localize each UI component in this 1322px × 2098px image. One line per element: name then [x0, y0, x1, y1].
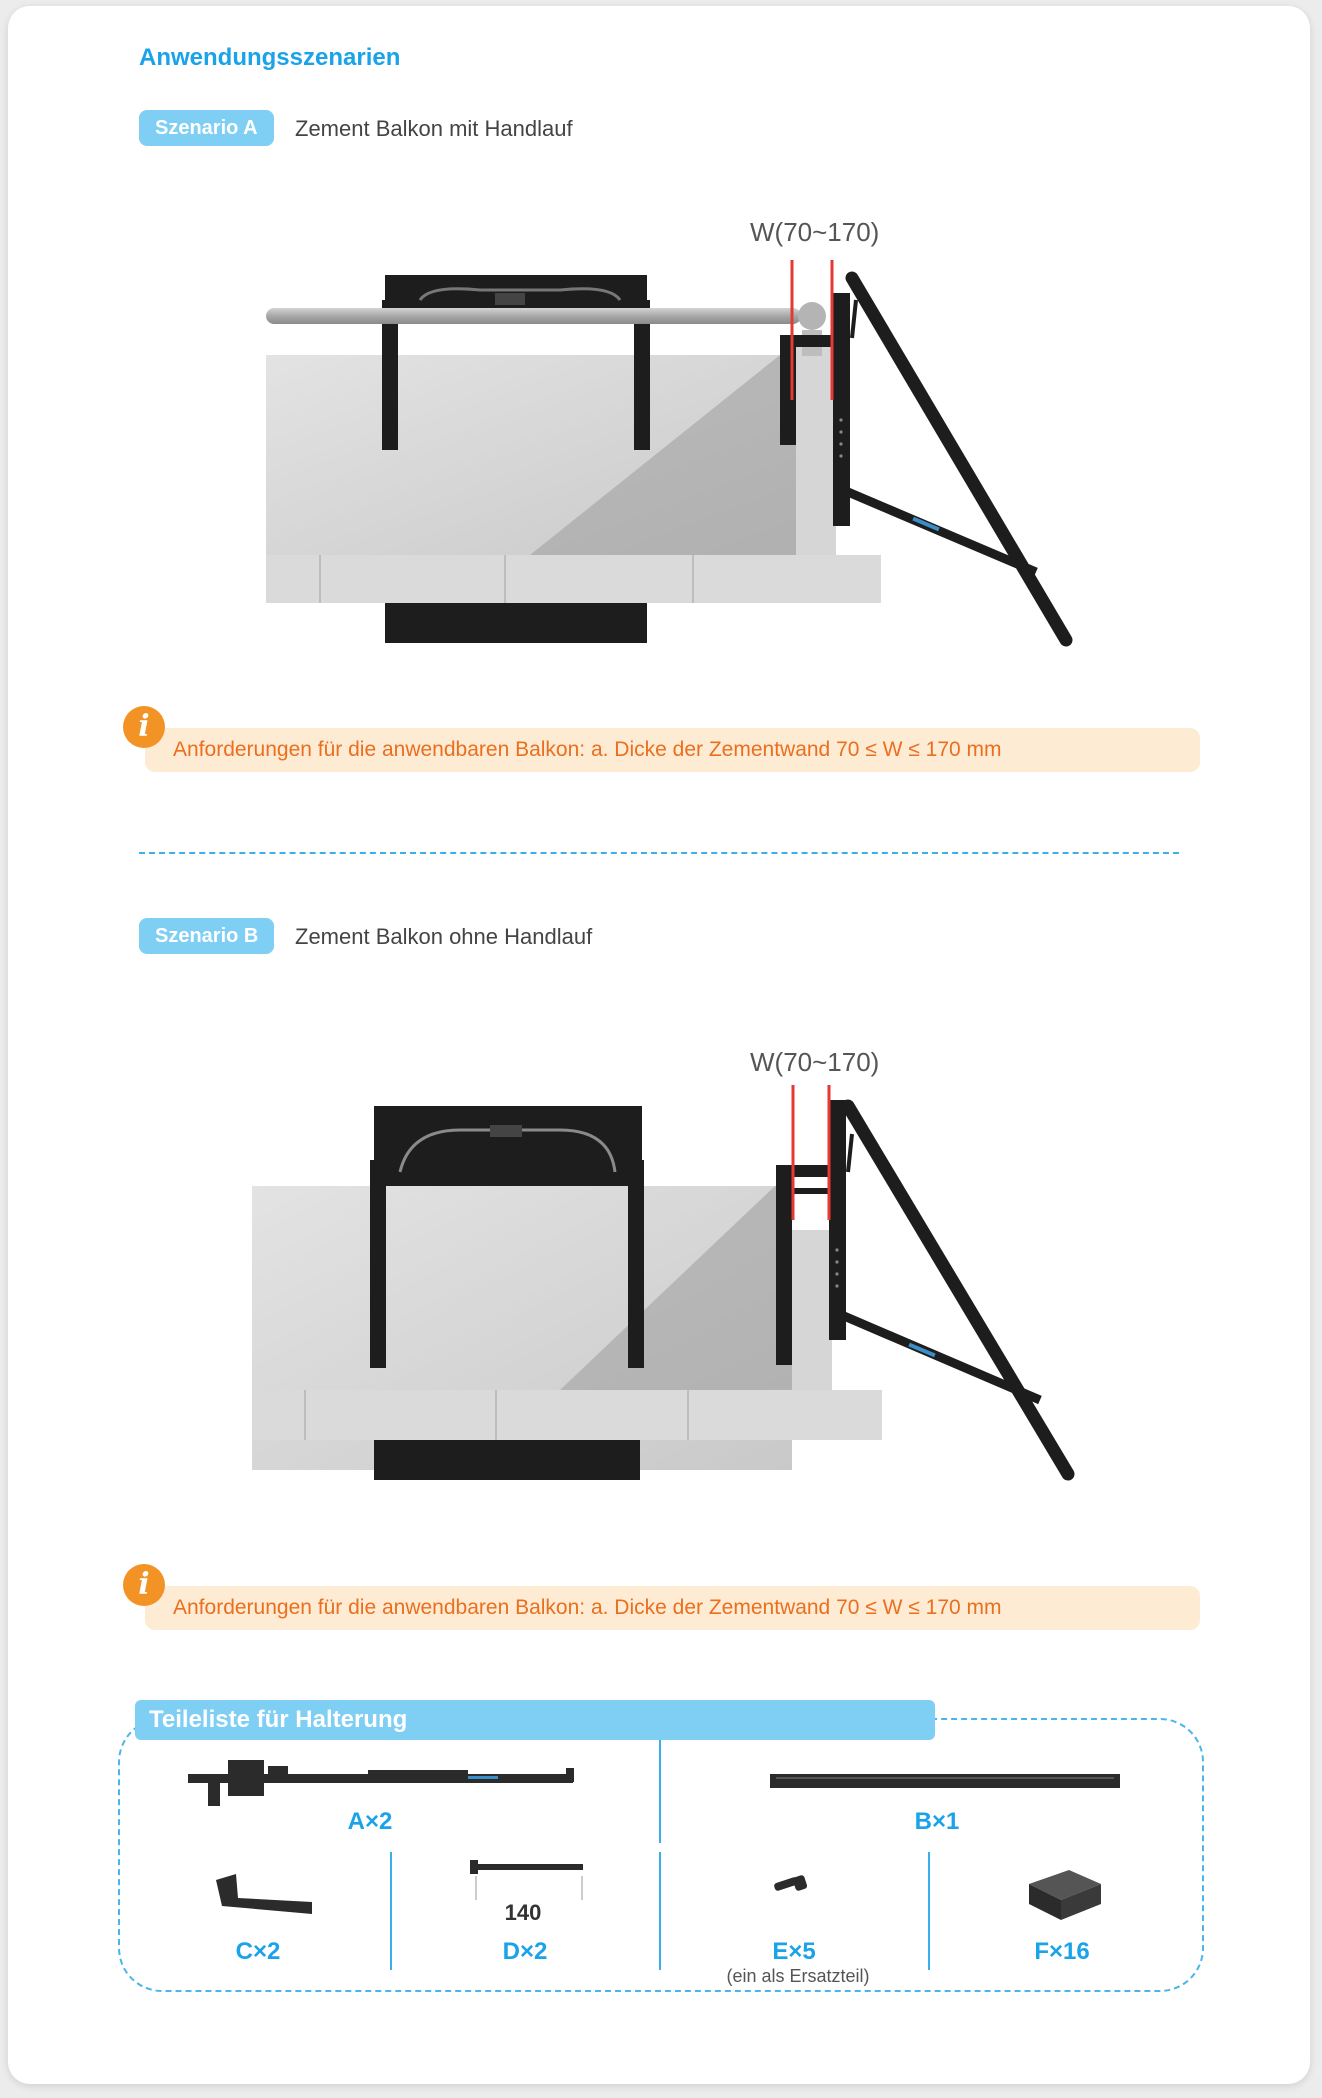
- parts-list-header: [135, 1700, 935, 1740]
- part-e-note: (ein als Ersatzteil): [726, 1966, 870, 1986]
- parts-divider: [390, 1852, 392, 1970]
- part-b-label: B×1: [914, 1808, 960, 1835]
- part-d-dimension: 140: [504, 1900, 542, 1925]
- scenario-b-description: Zement Balkon ohne Handlauf: [295, 924, 593, 949]
- handrail: [266, 308, 801, 324]
- part-d-bolt-icon: [470, 1856, 590, 1906]
- scenario-b-illustration: [0, 1080, 1322, 1500]
- section-title: Anwendungsszenarien: [139, 44, 401, 71]
- scenario-b-dimension-label: W(70~170): [750, 1047, 880, 1077]
- part-a-label: A×2: [347, 1808, 393, 1835]
- parts-divider: [928, 1852, 930, 1970]
- scenario-a-notice: [138, 709, 1200, 772]
- part-e-screw-icon: [770, 1870, 820, 1900]
- scenario-a-description: Zement Balkon mit Handlauf: [295, 116, 573, 141]
- scenario-a-illustration: [0, 0, 1322, 700]
- part-f-pad-icon: [1025, 1866, 1105, 1922]
- scenario-a-notice-text: Anforderungen für die anwendbaren Balkon: a. Dicke der Zementwand 70 ≤ W ≤ 170 mm: [173, 738, 1002, 761]
- parts-divider: [659, 1852, 661, 1970]
- part-a-rail-icon: [188, 1752, 578, 1812]
- info-icon: i: [123, 706, 165, 748]
- info-icon: i: [123, 1564, 165, 1606]
- section-divider: [139, 852, 1179, 854]
- part-d-label: D×2: [502, 1938, 548, 1965]
- part-f-label: F×16: [1034, 1938, 1090, 1965]
- parts-divider: [659, 1740, 661, 1843]
- parts-list-title: Teileliste für Halterung: [149, 1706, 408, 1733]
- scenario-a-dimension-label: W(70~170): [750, 217, 880, 247]
- scenario-a-badge: Szenario A: [139, 110, 274, 146]
- part-c-label: C×2: [235, 1938, 281, 1965]
- scenario-b-badge: Szenario B: [139, 918, 274, 954]
- part-c-bracket-icon: [208, 1868, 318, 1918]
- part-b-bar-icon: [770, 1768, 1122, 1794]
- part-e-label: E×5: [772, 1938, 816, 1965]
- scenario-b-notice: [138, 1567, 1200, 1630]
- scenario-b-notice-text: Anforderungen für die anwendbaren Balkon: a. Dicke der Zementwand 70 ≤ W ≤ 170 mm: [173, 1596, 1002, 1619]
